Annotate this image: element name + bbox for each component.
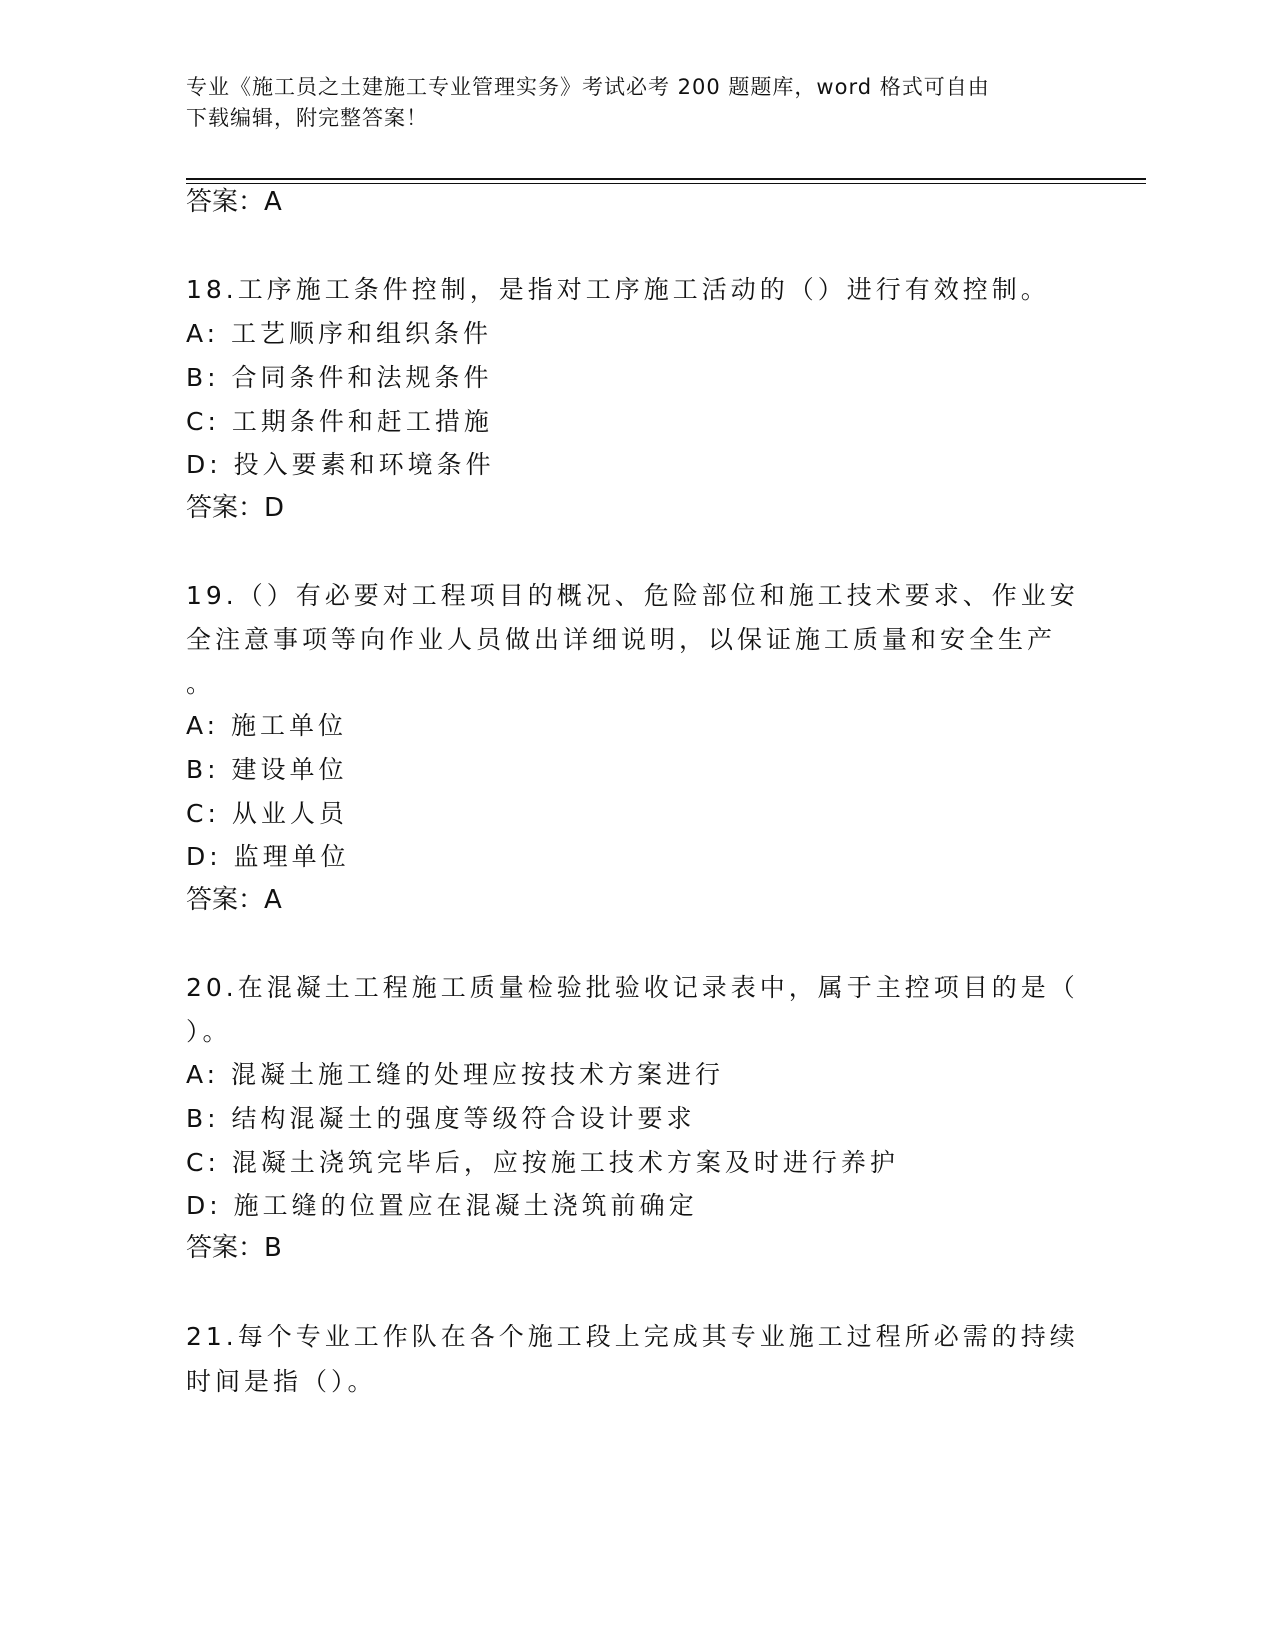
header-rule-thin [186, 183, 1146, 184]
option-b: B: 建设单位 [186, 755, 348, 784]
option-b: B: 结构混凝土的强度等级符合设计要求 [186, 1104, 696, 1133]
option-d: D: 监理单位 [186, 842, 350, 871]
question-19 [186, 573, 1079, 706]
option-c: C: 混凝土浇筑完毕后，应按施工技术方案及时进行养护 [186, 1148, 899, 1177]
answer-prev: 答案：A [186, 187, 282, 217]
question-18 [186, 267, 1066, 312]
header-rule [186, 178, 1146, 180]
option-c: C: 从业人员 [186, 799, 348, 828]
question-line: 。 [186, 669, 216, 698]
question-line: 20.在混凝土工程施工质量检验批验收记录表中，属于主控项目的是（ [186, 973, 1079, 1002]
question-line: 时间是指（）。 [186, 1367, 377, 1396]
question-line: ）。 [186, 1017, 232, 1046]
answer-19: 答案：A [186, 885, 282, 915]
option-a: A: 混凝土施工缝的处理应按技术方案进行 [186, 1060, 725, 1089]
option-d: D: 施工缝的位置应在混凝土浇筑前确定 [186, 1191, 698, 1220]
option-c: C: 工期条件和赶工措施 [186, 407, 493, 436]
question-20 [186, 965, 1079, 1054]
option-a: A: 工艺顺序和组织条件 [186, 319, 493, 348]
option-d: D: 投入要素和环境条件 [186, 450, 495, 479]
header-line-1: 专业《施工员之土建施工专业管理实务》考试必考 200 题题库，word 格式可自由 [186, 75, 990, 99]
option-a: A: 施工单位 [186, 711, 348, 740]
answer-20: 答案：B [186, 1233, 282, 1263]
question-line: 21.每个专业工作队在各个施工段上完成其专业施工过程所必需的持续 [186, 1322, 1079, 1351]
answer-18: 答案：D [186, 493, 285, 523]
question-line: 19.（）有必要对工程项目的概况、危险部位和施工技术要求、作业安 [186, 581, 1079, 610]
option-b: B: 合同条件和法规条件 [186, 363, 493, 392]
question-line: 全注意事项等向作业人员做出详细说明，以保证施工质量和安全生产 [186, 625, 1057, 654]
question-line: 18.工序施工条件控制，是指对工序施工活动的（）进行有效控制。 [186, 275, 1050, 304]
header-line-2: 下载编辑，附完整答案！ [186, 106, 428, 130]
question-21 [186, 1314, 1079, 1404]
document-header [186, 72, 1066, 134]
